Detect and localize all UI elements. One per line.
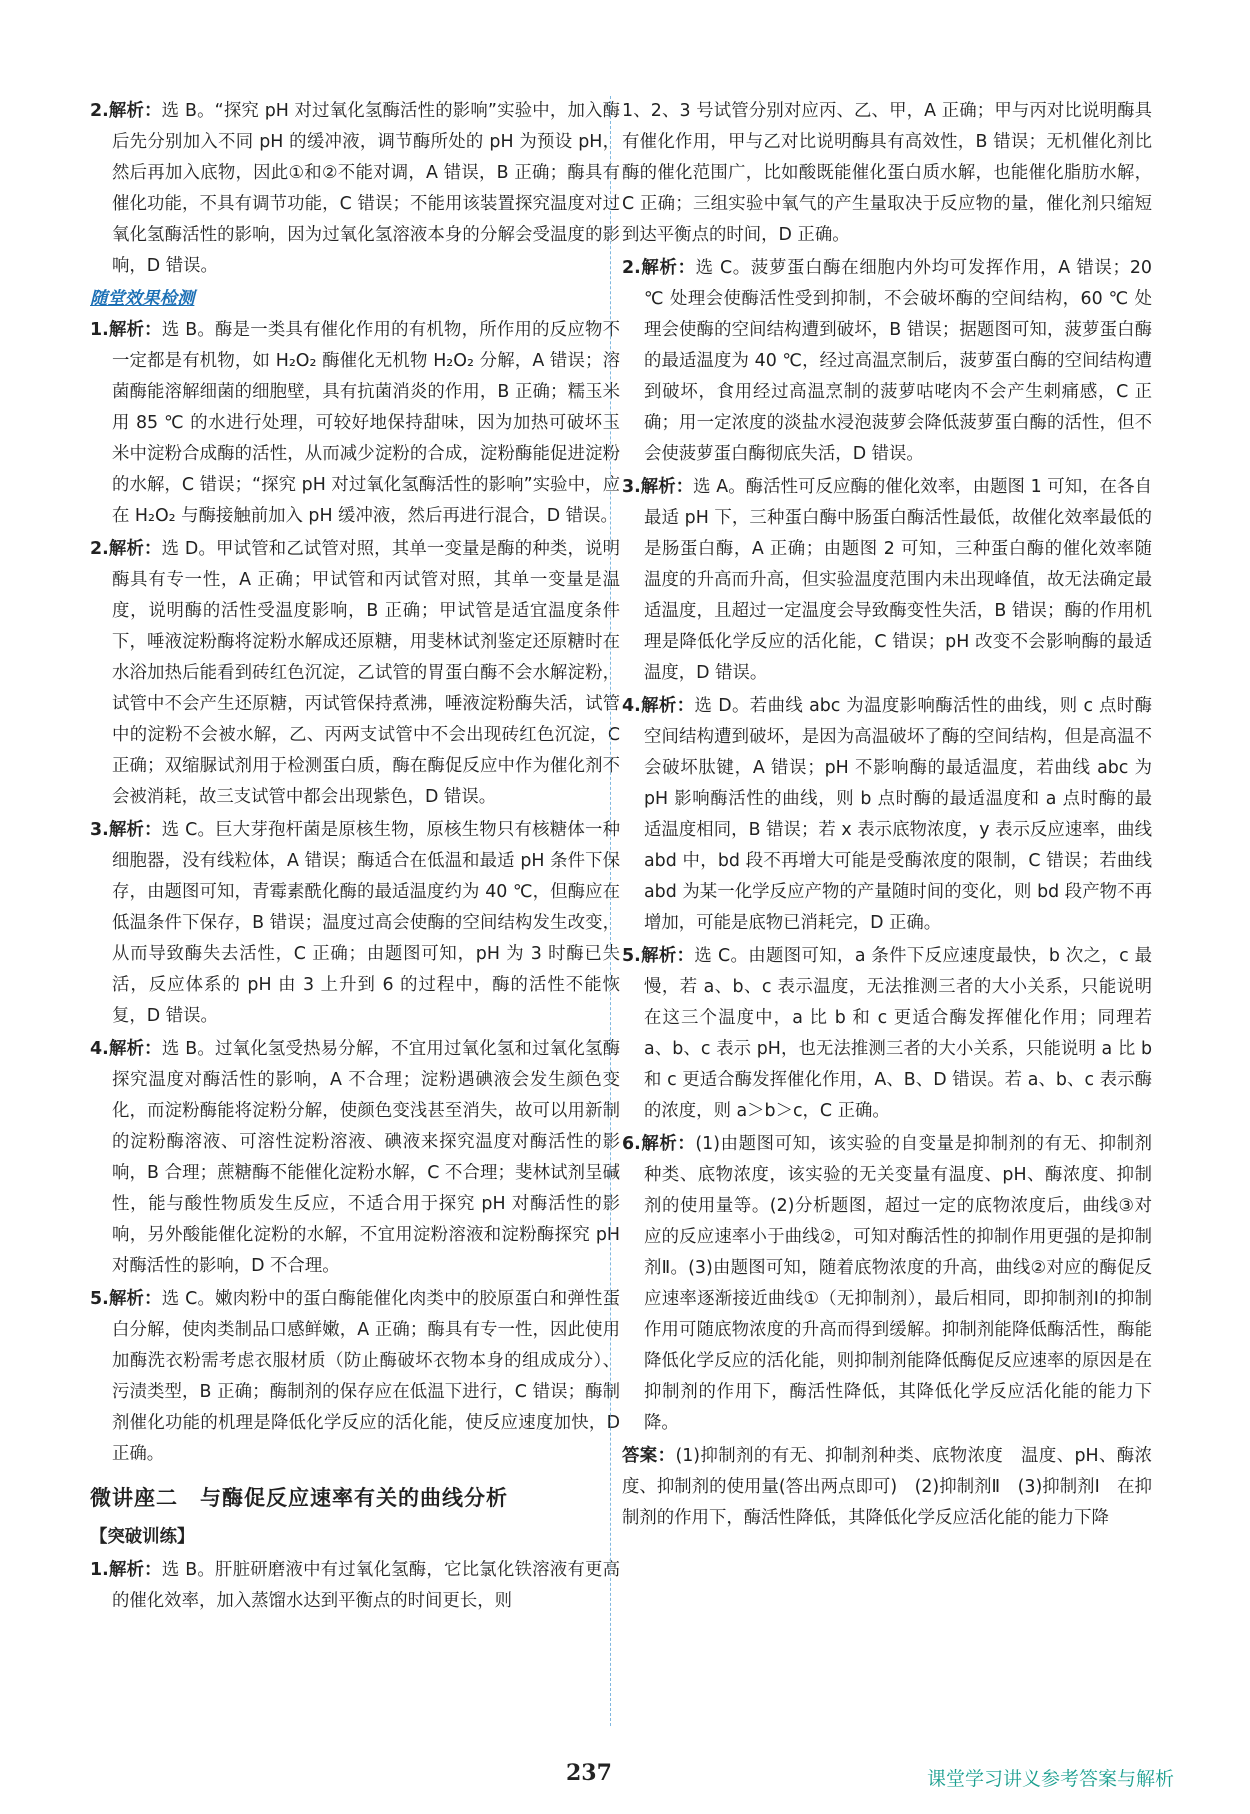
- answer-summary: 答案：(1)抑制剂的有无、抑制剂种类、底物浓度 温度、pH、酶浓度、抑制剂的使用量(答出两点即可) (2)抑制剂Ⅱ (3)抑制剂Ⅰ 在抑制剂的作用下，酶活性降低，其降低化学反应活化能的能力下降: [622, 1446, 1152, 1528]
- answer-item: 5.解析：选 C。嫩肉粉中的蛋白酶能催化肉类中的胶原蛋白和弹性蛋白分解，使肉类制品口感鲜嫩，A 正确；酶具有专一性，因此使用加酶洗衣粉需考虑衣服材质（防止酶破坏衣物本身的组成成分）、污渍类型，B 正确；酶制剂的保存应在低温下进行，C 错误；酶制剂催化功能的机理是降低化学反应的活化能，使反应速度加快，D 正确。: [90, 1289, 620, 1464]
- answer-item: 1.解析：选 B。酶是一类具有催化作用的有机物，所作用的反应物不一定都是有机物，如 H₂O₂ 酶催化无机物 H₂O₂ 分解，A 错误；溶菌酶能溶解细菌的细胞壁，具有抗菌消炎的作用，B 正确；糯玉米用 85 ℃ 的水进行处理，可较好地保持甜味，因为加热可破坏玉米中淀粉合成酶的活性，从而减少淀粉的合成，淀粉酶能促进淀粉的水解，C 错误；“探究 pH 对过氧化氢酶活性的影响”实验中，应在 H₂O₂ 与酶接触前加入 pH 缓冲液，然后再进行混合，D 错误。: [90, 320, 620, 526]
- lecture-title: 微讲座二 与酶促反应速率有关的曲线分析: [90, 1486, 508, 1510]
- left-column: [90, 96, 620, 1619]
- answer-item: 5.解析：选 C。由题图可知，a 条件下反应速度最快，b 次之，c 最慢，若 a、b、c 表示温度，无法推测三者的大小关系，只能说明在这三个温度中，a 比 b 和 c 更适合酶发挥催化作用；同理若 a、b、c 表示 pH，也无法推测三者的大小关系，只能说明 a 比 b 和 c 更适合酶发挥催化作用，A、B、D 错误。若 a、b、c 表示酶的浓度，则 a＞b＞c，C 正确。: [622, 946, 1152, 1121]
- answer-item: 4.解析：选 B。过氧化氢受热易分解，不宜用过氧化氢和过氧化氢酶探究温度对酶活性的影响，A 不合理；淀粉遇碘液会发生颜色变化，而淀粉酶能将淀粉分解，使颜色变浅甚至消失，故可以用新制的淀粉酶溶液、可溶性淀粉溶液、碘液来探究温度对酶活性的影响，B 合理；蔗糖酶不能催化淀粉水解，C 不合理；斐林试剂呈碱性，能与酸性物质发生反应，不适合用于探究 pH 对酶活性的影响，另外酸能催化淀粉的水解，不宜用淀粉溶液和淀粉酶探究 pH 对酶活性的影响，D 不合理。: [90, 1039, 620, 1276]
- answer-item: 1.解析：选 B。肝脏研磨液中有过氧化氢酶，它比氯化铁溶液有更高的催化效率，加入蒸馏水达到平衡点的时间更长，则: [90, 1560, 620, 1611]
- answer-item: 2.解析：选 D。甲试管和乙试管对照，其单一变量是酶的种类，说明酶具有专一性，A 正确；甲试管和丙试管对照，其单一变量是温度，说明酶的活性受温度影响，B 正确；甲试管是适宜温度条件下，唾液淀粉酶将淀粉水解成还原糖，用斐林试剂鉴定还原糖时在水浴加热后能看到砖红色沉淀，乙试管的胃蛋白酶不会水解淀粉，试管中不会产生还原糖，丙试管保持煮沸，唾液淀粉酶失活，试管中的淀粉不会被水解，乙、丙两支试管中不会出现砖红色沉淀，C 正确；双缩脲试剂用于检测蛋白质，酶在酶促反应中作为催化剂不会被消耗，故三支试管中都会出现紫色，D 错误。: [90, 539, 620, 807]
- answer-item: 2.解析：选 B。“探究 pH 对过氧化氢酶活性的影响”实验中，加入酶后先分别加入不同 pH 的缓冲液，调节酶所处的 pH 为预设 pH，然后再加入底物，因此①和②不能对调，A 错误，B 正确；酶具有催化功能，不具有调节功能，C 错误；不能用该装置探究温度对过氧化氢酶活性的影响，因为过氧化氢溶液本身的分解会受温度的影响，D 错误。: [90, 101, 620, 276]
- answer-item-continued: 1、2、3 号试管分别对应丙、乙、甲，A 正确；甲与丙对比说明酶具有催化作用，甲与乙对比说明酶具有高效性，B 错误；无机催化剂比酶的催化范围广，比如酸既能催化蛋白质水解，也能催化脂肪水解，C 正确；三组实验中氧气的产生量取决于反应物的量，催化剂只缩短到达平衡点的时间，D 正确。: [622, 101, 1152, 245]
- column-divider: [610, 96, 611, 1726]
- answer-item: 4.解析：选 D。若曲线 abc 为温度影响酶活性的曲线，则 c 点时酶空间结构遭到破坏，是因为高温破坏了酶的空间结构，但是高温不会破坏肽键，A 错误；pH 不影响酶的最适温度，若曲线 abc 为 pH 影响酶活性的曲线，则 b 点时酶的最适温度和 a 点时酶的最适温度相同，B 错误；若 x 表示底物浓度，y 表示反应速率，曲线 abd 中，bd 段不再增大可能是受酶浓度的限制，C 错误；若曲线 abd 为某一化学反应产物的产量随时间的变化，则 bd 段产物不再增加，可能是底物已消耗完，D 正确。: [622, 696, 1152, 933]
- training-heading: 【突破训练】: [90, 1527, 195, 1547]
- page-number: 237: [566, 1760, 612, 1786]
- answer-item: 6.解析：(1)由题图可知，该实验的自变量是抑制剂的有无、抑制剂种类、底物浓度，该实验的无关变量有温度、pH、酶浓度、抑制剂的使用量等。(2)分析题图，超过一定的底物浓度后，曲线③对应的反应速率小于曲线②，可知对酶活性的抑制作用更强的是抑制剂Ⅱ。(3)由题图可知，随着底物浓度的升高，曲线②对应的酶促反应速率逐渐接近曲线①（无抑制剂），最后相同，即抑制剂Ⅰ的抑制作用可随底物浓度的升高而得到缓解。抑制剂能降低酶活性，酶能降低化学反应的活化能，则抑制剂能降低酶促反应速率的原因是在抑制剂的作用下，酶活性降低，其降低化学反应活化能的能力下降。: [622, 1134, 1152, 1433]
- footer-title: 课堂学习讲义参考答案与解析: [926, 1768, 1174, 1790]
- section-heading: 随堂效果检测: [90, 289, 195, 309]
- answer-item: 3.解析：选 A。酶活性可反应酶的催化效率，由题图 1 可知，在各自最适 pH 下，三种蛋白酶中肠蛋白酶活性最低，故催化效率最低的是肠蛋白酶，A 正确；由题图 2 可知，三种蛋白酶的催化效率随温度的升高而升高，但实验温度范围内未出现峰值，故无法确定最适温度，且超过一定温度会导致酶变性失活，B 错误；酶的作用机理是降低化学反应的活化能，C 错误；pH 改变不会影响酶的最适温度，D 错误。: [622, 477, 1152, 683]
- right-column: [622, 96, 1152, 1536]
- answer-item: 3.解析：选 C。巨大芽孢杆菌是原核生物，原核生物只有核糖体一种细胞器，没有线粒体，A 错误；酶适合在低温和最适 pH 条件下保存，由题图可知，青霉素酰化酶的最适温度约为 40 ℃，但酶应在低温条件下保存，B 错误；温度过高会使酶的空间结构发生改变，从而导致酶失去活性，C 正确；由题图可知，pH 为 3 时酶已失活，反应体系的 pH 由 3 上升到 6 的过程中，酶的活性不能恢复，D 错误。: [90, 820, 620, 1026]
- answer-item: 2.解析：选 C。菠萝蛋白酶在细胞内外均可发挥作用，A 错误；20 ℃ 处理会使酶活性受到抑制，不会破坏酶的空间结构，60 ℃ 处理会使酶的空间结构遭到破坏，B 错误；据题图可知，菠萝蛋白酶的最适温度为 40 ℃，经过高温烹制后，菠萝蛋白酶的空间结构遭到破坏，食用经过高温烹制的菠萝咕咾肉不会产生刺痛感，C 正确；用一定浓度的淡盐水浸泡菠萝会降低菠萝蛋白酶的活性，但不会使菠萝蛋白酶彻底失活，D 错误。: [622, 258, 1152, 464]
